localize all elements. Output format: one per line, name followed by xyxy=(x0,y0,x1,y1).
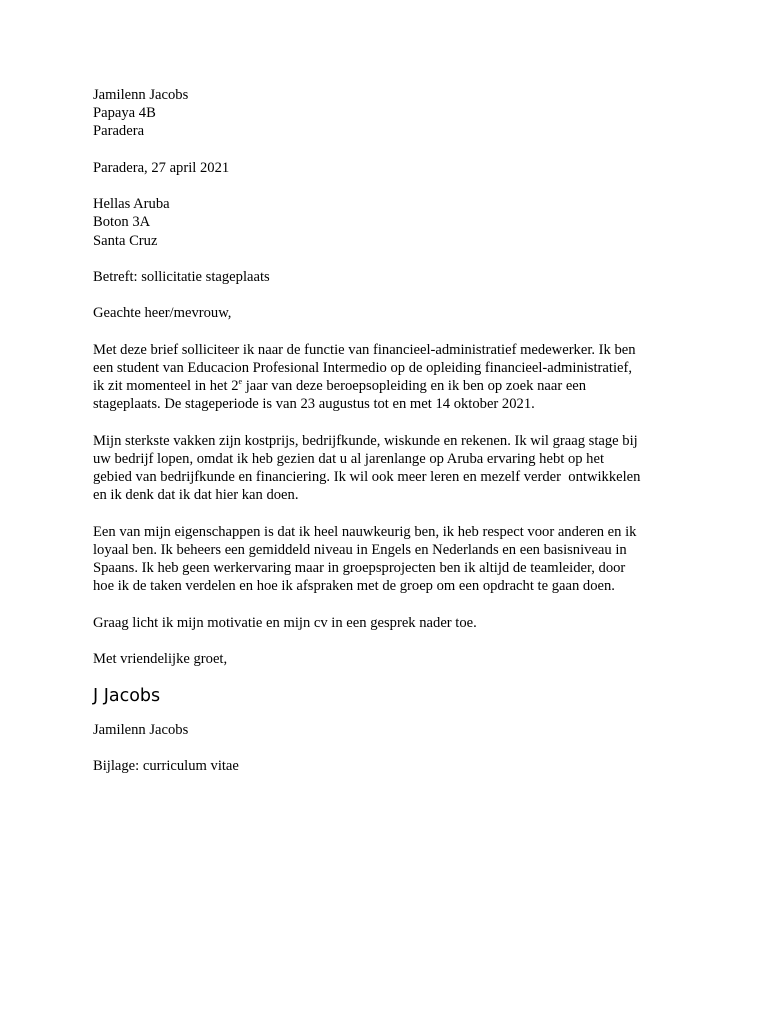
date-block xyxy=(93,159,683,177)
recipient-address xyxy=(93,195,683,250)
paragraph-3-line-1: Een van mijn eigenschappen is dat ik heel nauwkeurig ben, ik heb respect voor anderen en ik xyxy=(93,523,637,540)
subject-block xyxy=(93,268,683,286)
paragraph-4 xyxy=(93,614,683,632)
paragraph-3-line-3: Spaans. Ik heb geen werkervaring maar in groepsprojecten ben ik altijd de teamleider, door xyxy=(93,560,626,577)
sender-city: Paradera xyxy=(93,123,145,140)
recipient-company: Hellas Aruba xyxy=(93,196,170,213)
paragraph-1 xyxy=(93,341,683,414)
salutation-block xyxy=(93,304,683,322)
paragraph-1-line-3-start: ik zit momenteel in het 2 xyxy=(93,378,239,395)
signed-name: Jamilenn Jacobs xyxy=(93,721,189,738)
paragraph-1-line-2: een student van Educacion Profesional Intermedio op de opleiding financieel-administratief, xyxy=(93,359,632,376)
paragraph-3-line-2: loyaal ben. Ik beheers een gemiddeld niveau in Engels en Nederlands en een basisniveau in xyxy=(93,541,627,558)
ordinal-superscript: e xyxy=(238,377,243,387)
paragraph-1-line-1: Met deze brief solliciteer ik naar de functie van financieel-administratief medewerker. Ik ben xyxy=(93,341,636,358)
paragraph-1-line-3 xyxy=(93,377,683,395)
subject-line: Betreft: sollicitatie stageplaats xyxy=(93,268,270,285)
letter-page xyxy=(93,86,683,793)
letter-date: Paradera, 27 april 2021 xyxy=(93,159,230,176)
signed-name-block xyxy=(93,721,683,739)
closing-block xyxy=(93,650,683,668)
sender-street: Papaya 4B xyxy=(93,105,156,122)
attachment-block xyxy=(93,757,683,775)
signature: J Jacobs xyxy=(93,685,161,706)
attachment-line: Bijlage: curriculum vitae xyxy=(93,757,239,774)
paragraph-2-line-2: uw bedrijf lopen, omdat ik heb gezien dat u al jarenlange op Aruba ervaring hebt op het xyxy=(93,450,605,467)
recipient-street: Boton 3A xyxy=(93,214,151,231)
paragraph-1-line-3-end: jaar van deze beroepsopleiding en ik ben op zoek naar een xyxy=(242,378,587,395)
paragraph-2-line-3: gebied van bedrijfkunde en financiering. Ik wil ook meer leren en mezelf verder ontwikkelen xyxy=(93,469,641,486)
sender-address xyxy=(93,86,683,141)
paragraph-2 xyxy=(93,432,683,505)
closing-line: Met vriendelijke groet, xyxy=(93,651,228,668)
salutation: Geachte heer/mevrouw, xyxy=(93,305,232,322)
paragraph-4-line-1: Graag licht ik mijn motivatie en mijn cv in een gesprek nader toe. xyxy=(93,614,477,631)
recipient-city: Santa Cruz xyxy=(93,232,158,249)
paragraph-2-line-1: Mijn sterkste vakken zijn kostprijs, bedrijfkunde, wiskunde en rekenen. Ik wil graag stage bij xyxy=(93,432,638,449)
paragraph-3 xyxy=(93,523,683,596)
paragraph-3-line-4: hoe ik de taken verdelen en hoe ik afspraken met de groep om een opdracht te gaan doen. xyxy=(93,578,615,595)
paragraph-2-line-4: en ik denk dat ik dat hier kan doen. xyxy=(93,487,299,504)
paragraph-1-line-4: stageplaats. De stageperiode is van 23 augustus tot en met 14 oktober 2021. xyxy=(93,396,535,413)
sender-name: Jamilenn Jacobs xyxy=(93,87,189,103)
